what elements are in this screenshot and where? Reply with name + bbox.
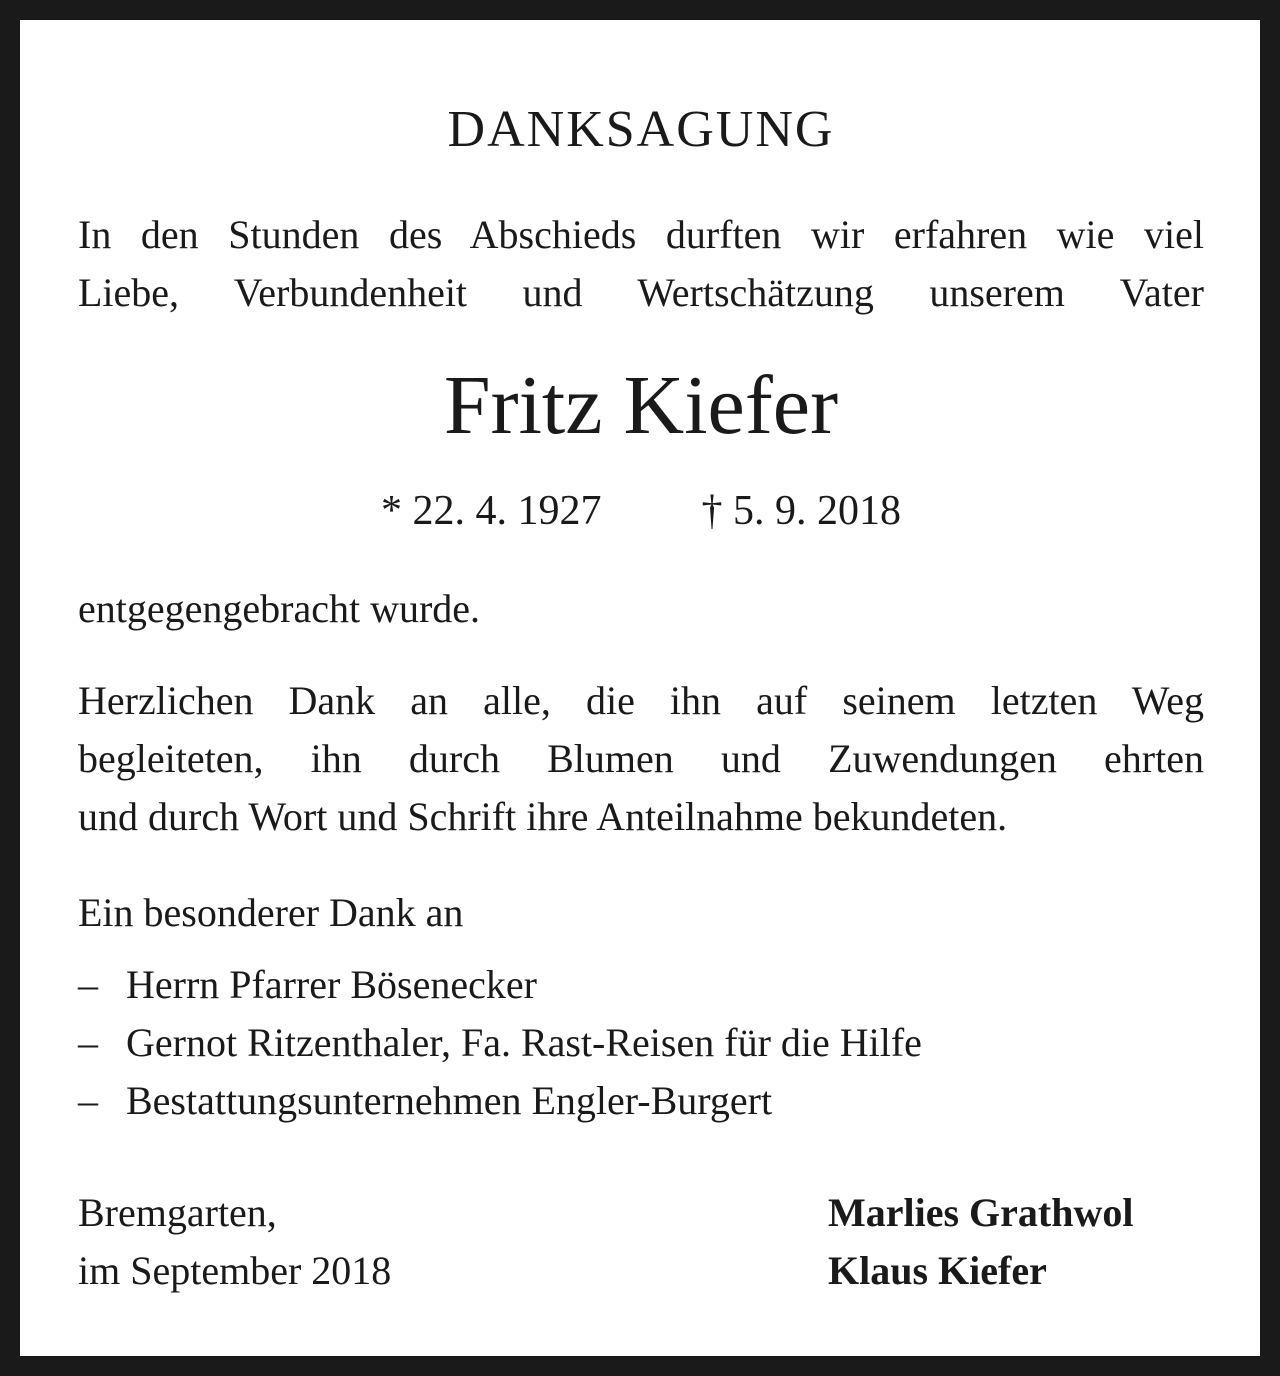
intro-line-1: In den Stunden des Abschieds durften wir erfahren wie viel (78, 212, 1204, 257)
after-name-text: entgegengebracht wurde. (78, 586, 481, 631)
intro-paragraph (78, 206, 1204, 322)
signatory-2: Klaus Kiefer (828, 1248, 1047, 1293)
list-item (78, 1014, 1204, 1072)
intro-line-2: Liebe, Verbundenheit und Wertschätzung unserem Vater (78, 270, 1204, 315)
list-dash: – (78, 1078, 98, 1123)
list-item-text: Gernot Ritzenthaler, Fa. Rast-Reisen für die Hilfe (126, 1020, 922, 1065)
place: Bremgarten, (78, 1190, 277, 1235)
list-item-text: Herrn Pfarrer Bösenecker (126, 962, 537, 1007)
list-dash: – (78, 1020, 98, 1065)
signatory-1: Marlies Grathwol (828, 1190, 1134, 1235)
list-item-text: Bestattungsunternehmen Engler-Burgert (126, 1078, 773, 1123)
notice-title: DANKSAGUNG (447, 101, 835, 158)
list-item (78, 956, 1204, 1014)
life-dates (78, 482, 1204, 540)
birth-date: * 22. 4. 1927 (381, 488, 602, 534)
list-dash: – (78, 962, 98, 1007)
thanks-paragraph (78, 672, 1204, 846)
special-thanks-intro: Ein besonderer Dank an (78, 890, 464, 935)
thanks-line-2: begleiteten, ihn durch Blumen und Zuwendungen ehrten (78, 736, 1204, 781)
list-item (78, 1072, 1204, 1130)
deceased-name: Fritz Kiefer (443, 359, 839, 452)
date: im September 2018 (78, 1248, 392, 1293)
special-thanks-list (78, 956, 1204, 1130)
notice-content (78, 0, 1204, 1376)
thanks-line-3: und durch Wort und Schrift ihre Anteilnahme bekundeten. (78, 794, 1008, 839)
thanks-line-1: Herzlichen Dank an alle, die ihn auf seinem letzten Weg (78, 678, 1204, 723)
signatories (828, 1184, 1134, 1300)
place-and-date (78, 1184, 391, 1300)
death-date: † 5. 9. 2018 (701, 488, 901, 534)
